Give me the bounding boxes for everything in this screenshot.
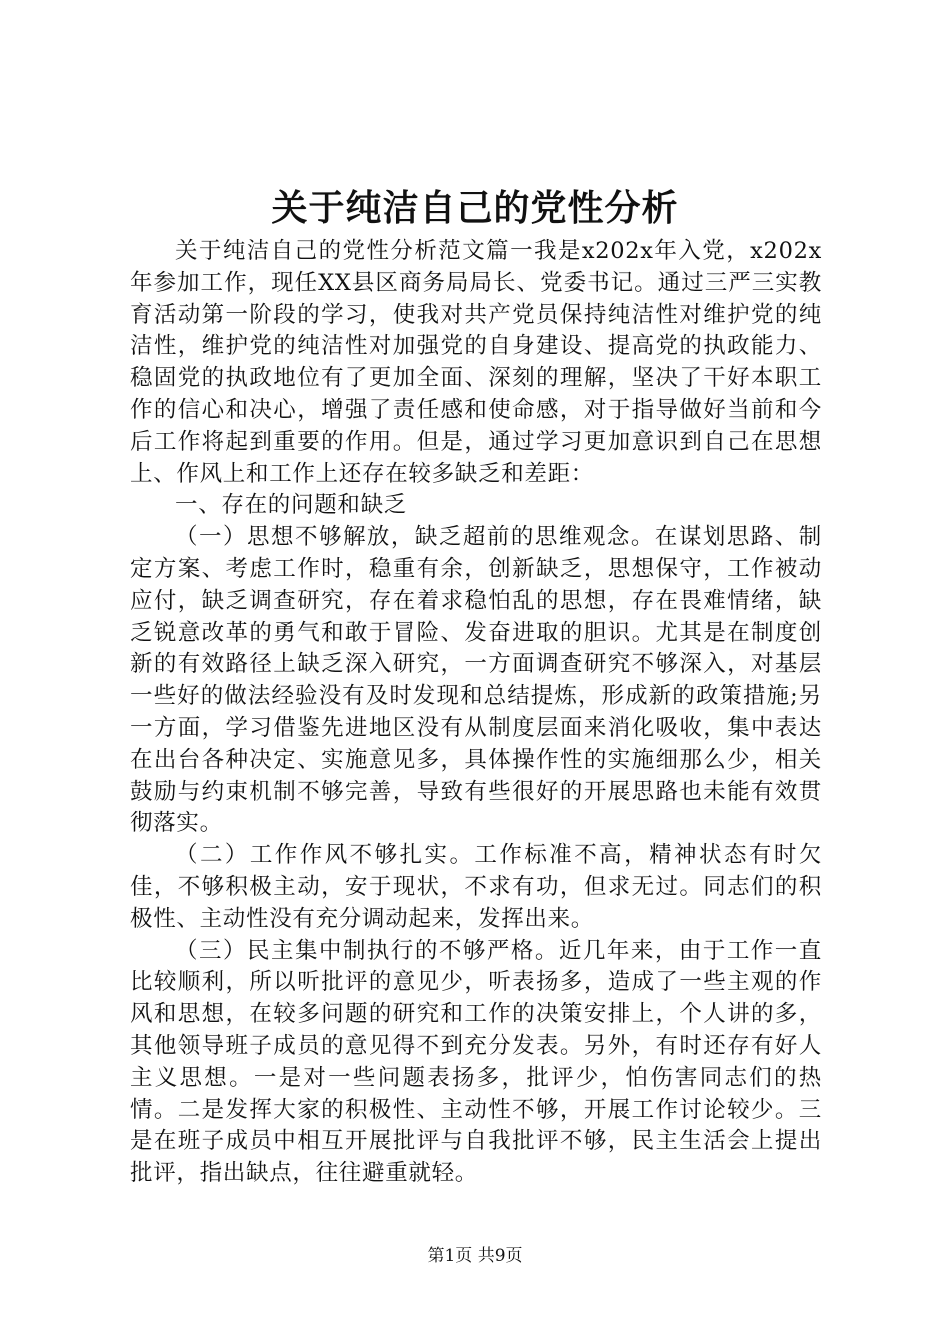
paragraph-point-2: （二）工作作风不够扎实。工作标准不高，精神状态有时欠佳，不够积极主动，安于现状，不求有功，但求无过。同志们的积极性、主动性没有充分调动起来，发挥出来。	[130, 842, 822, 932]
paragraph-intro: 关于纯洁自己的党性分析范文篇一我是x202x年入党，x202x年参加工作，现任XX县区商务局局长、党委书记。通过三严三实教育活动第一阶段的学习，使我对共产党员保持纯洁性对维护党的纯洁性，维护党的纯洁性对加强党的自身建设、提高党的执政能力、稳固党的执政地位有了更加全面、深刻的理解，坚决了干好本职工作的信心和决心，增强了责任感和使命感，对于指导做好当前和今后工作将起到重要的作用。但是，通过学习更加意识到自己在思想上、作风上和工作上还存在较多缺乏和差距：	[130, 238, 822, 487]
page-number-footer: 第1页 共9页	[427, 1246, 523, 1266]
document-body	[130, 236, 822, 1190]
document-title: 关于纯洁自己的党性分析	[271, 187, 679, 229]
paragraph-point-3: （三）民主集中制执行的不够严格。近几年来，由于工作一直比较顺利，所以听批评的意见少，听表扬多，造成了一些主观的作风和思想，在较多问题的研究和工作的决策安排上，个人讲的多，其他领导班子成员的意见得不到充分发表。另外，有时还存有好人主义思想。一是对一些问题表扬多，批评少，怕伤害同志们的热情。二是发挥大家的积极性、主动性不够，开展工作讨论较少。三是在班子成员中相互开展批评与自我批评不够，民主生活会上提出批评，指出缺点，往往避重就轻。	[130, 937, 822, 1187]
paragraph-point-1: （一）思想不够解放，缺乏超前的思维观念。在谋划思路、制定方案、考虑工作时，稳重有余，创新缺乏，思想保守，工作被动应付，缺乏调查研究，存在着求稳怕乱的思想，存在畏难情绪，缺乏锐意改革的勇气和敢于冒险、发奋进取的胆识。尤其是在制度创新的有效路径上缺乏深入研究，一方面调查研究不够深入，对基层一些好的做法经验没有及时发现和总结提炼，形成新的政策措施;另一方面，学习借鉴先进地区没有从制度层面来消化吸收，集中表达在出台各种决定、实施意见多，具体操作性的实施细那么少，相关鼓励与约束机制不够完善，导致有些很好的开展思路也未能有效贯彻落实。	[130, 524, 822, 837]
section-heading-problems: 一、存在的问题和缺乏	[175, 492, 408, 519]
